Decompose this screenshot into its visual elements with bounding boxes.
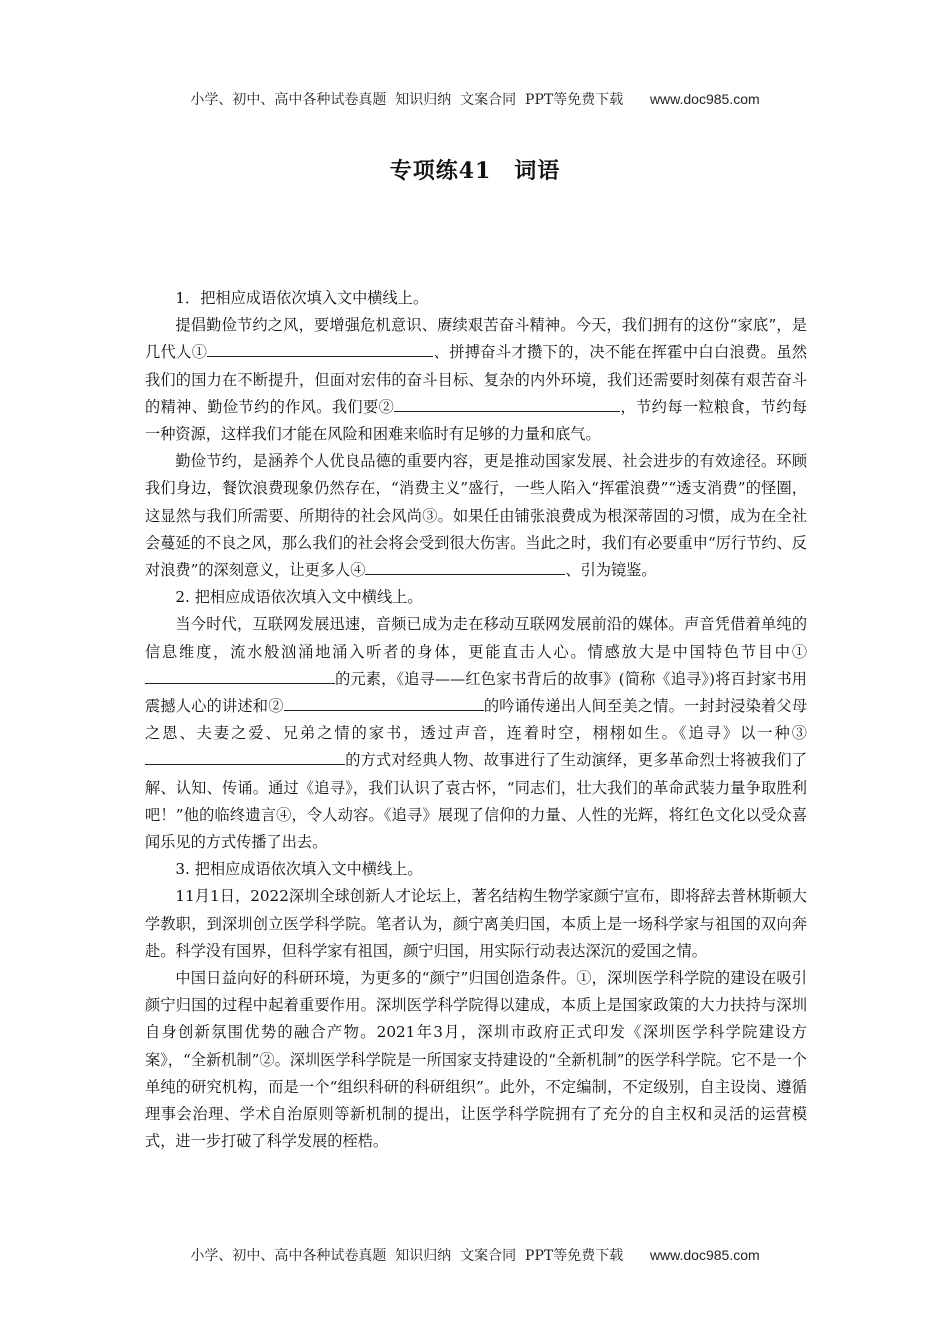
answer-blank-4[interactable] — [365, 558, 565, 575]
footer-text: 小学、初中、高中各种试卷真题 知识归纳 文案合同 PPT等免费下载 — [190, 1248, 624, 1264]
text-run: ，节约每一粒粮食，节约每一种资源，这样我们才能在风险和困难来临时有足够的力量和底气。 — [145, 397, 808, 444]
q2-label: 2. 把相应成语依次填入文中横线上。 — [175, 588, 423, 607]
answer-blank-1[interactable] — [207, 340, 433, 357]
text-run: 提倡勤俭节约之风，要增强危机意识、赓续艰苦奋斗精神。今天，我们拥有的这份“家底”，是几代人① — [145, 316, 807, 362]
text-run: 。如果任由铺张浪费成为根深蒂固的习惯，成为在全社会蔓延的不良之风，那么我们的社会将会受到很大伤害。当此之时，我们有必要重申“厉行节约、反对浪费”的深刻意义，让更多人④ — [145, 506, 808, 580]
document-body — [145, 285, 807, 1156]
text-run: ，令人动容。《追寻》展现了信仰的力量、人性的光辉，将红色文化以受众喜闻乐见的方式传播了出去。 — [145, 805, 808, 852]
text-run: 勤俭节约，是涵养个人优良品德的重要内容，更是推动国家发展、社会进步的有效途径。环顾我们身边，餐饮浪费现象仍然存在，“消费主义”盛行，一些人陷入“挥霍浪费”“透支消费”的怪圈，这显然与我们所需要、所期待的社会风尚③ — [145, 452, 807, 525]
answer-blank-1[interactable] — [145, 667, 335, 684]
answer-blank-2[interactable] — [394, 395, 620, 412]
text-run: 当今时代，互联网发展迅速，音频已成为走在移动互联网发展前沿的媒体。声音凭借着单纯的信息维度，流水般汹涌地涌入听者的身体，更能直击人心。情感放大是中国特色节目中① — [145, 615, 807, 661]
text-run: 的吟诵传递出人间至美之情。一封封浸染着父母之恩、夫妻之爱、兄弟之情的家书，透过声音，连着时空，栩栩如生。《追寻》以一种③ — [145, 697, 808, 743]
footer-url[interactable]: www.doc985.com — [649, 1247, 760, 1263]
q1-paragraph-2 — [145, 448, 807, 584]
page-title: 专项练41 词语 — [389, 158, 561, 184]
text-run: 、引为镜鉴。 — [565, 561, 657, 580]
q2-paragraph-1 — [145, 611, 807, 856]
header-text: 小学、初中、高中各种试卷真题 知识归纳 文案合同 PPT等免费下载 — [190, 92, 624, 108]
header-url[interactable]: www.doc985.com — [649, 91, 760, 107]
q3-paragraph-2: 中国日益向好的科研环境，为更多的“颜宁”归国创造条件。①，深圳医学科学院的建设在吸引颜宁归国的过程中起着重要作用。深圳医学科学院得以建成，本质上是国家政策的大力扶持与深圳自身创新氛围优势的融合产物。2021年3月，深圳市政府正式印发《深圳医学科学院建设方案》，“全新机制”②。深圳医学科学院是一所国家支持建设的“全新机制”的医学科学院。它不是一个单纯的研究机构，而是一个“组织科研的科研组织”。此外，不定编制，不定级别，自主设岗、遵循理事会治理、学术自治原则等新机制的提出，让医学科学院拥有了充分的自主权和灵活的运营模式，进一步打破了科学发展的桎梏。 — [145, 969, 807, 1151]
q1-paragraph-1 — [145, 312, 807, 448]
page-header — [0, 89, 950, 109]
page-footer — [0, 1245, 950, 1265]
q1-label: 1．把相应成语依次填入文中横线上。 — [175, 289, 429, 307]
q3-label: 3. 把相应成语依次填入文中横线上。 — [175, 860, 423, 879]
q3-paragraph-1: 11月1日，2022深圳全球创新人才论坛上，著名结构生物学家颜宁宣布，即将辞去普林斯顿大学教职，到深圳创立医学科学院。笔者认为，颜宁离美归国，本质上是一场科学家与祖国的双向奔赴。科学没有国界，但科学家有祖国，颜宁归国，用实际行动表达深沉的爱国之情。 — [145, 887, 807, 960]
text-run: 的方式对经典人物、故事进行了生动演绎，更多革命烈士将被我们了解、认知、传诵。通过《追寻》，我们认识了袁古怀，“同志们，壮大我们的革命武装力量争取胜利吧！”他的临终遗言④ — [145, 751, 807, 824]
text-run: 、拼搏奋斗才攒下的，决不能在挥霍中白白浪费。虽然我们的国力在不断提升，但面对宏伟的奋斗目标、复杂的内外环境，我们还需要时刻葆有艰苦奋斗的精神、勤俭节约的作风。我们要② — [145, 343, 808, 416]
answer-blank-2[interactable] — [284, 694, 484, 711]
answer-blank-3[interactable] — [145, 748, 345, 765]
text-run: 的元素，《追寻——红色家书背后的故事》(简称《追寻》)将百封家书用震撼人心的讲述和② — [145, 669, 807, 716]
